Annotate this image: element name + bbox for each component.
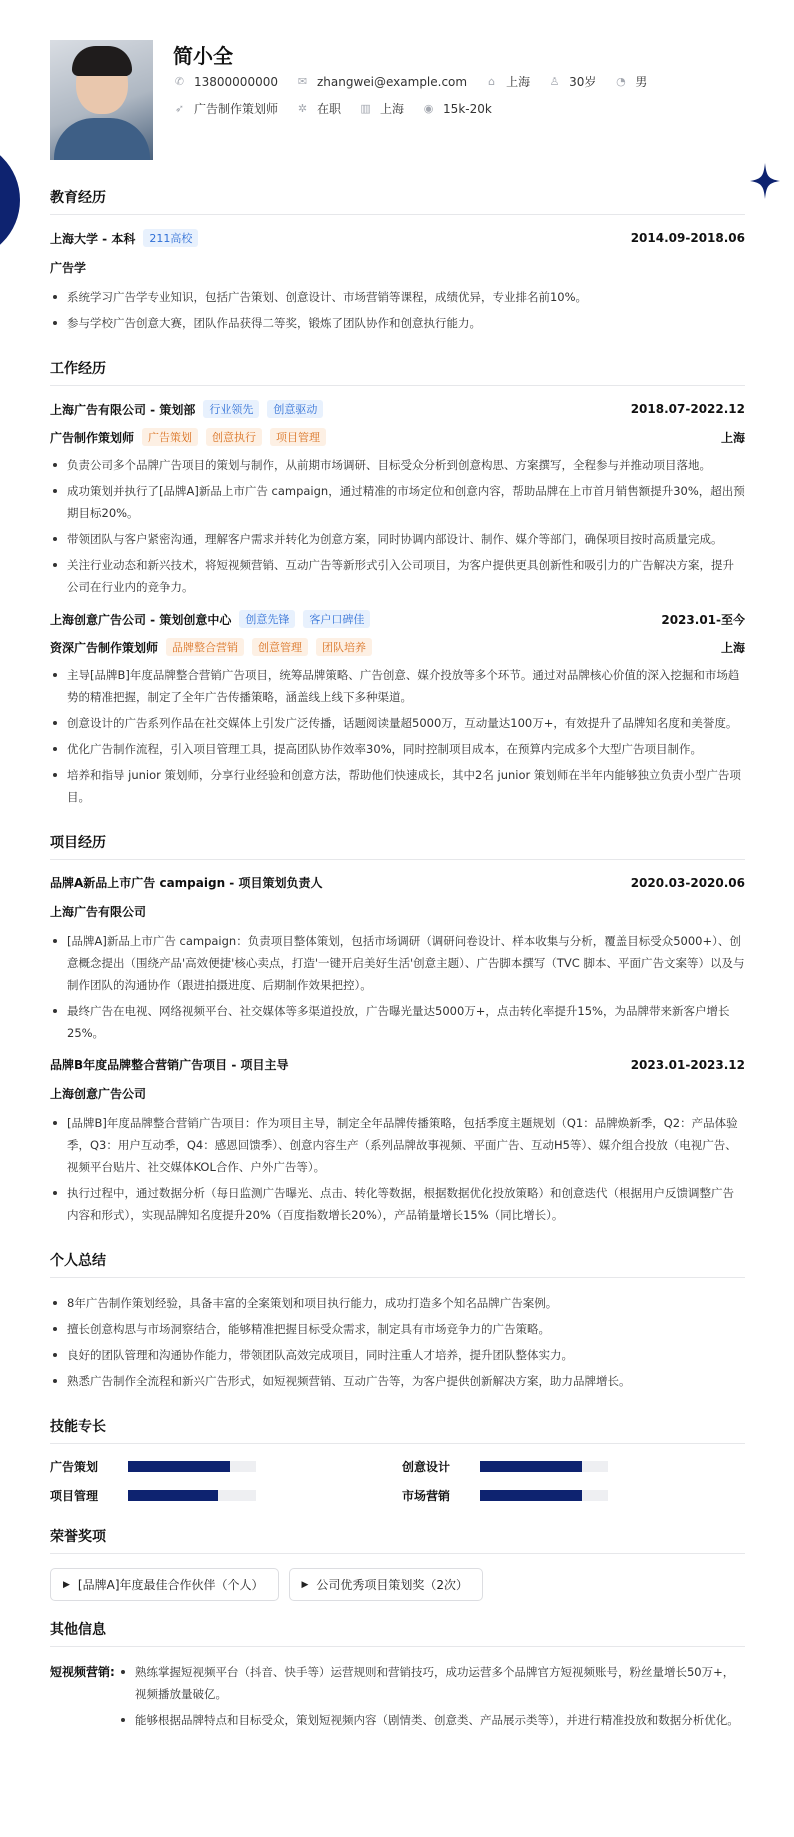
skill-bar-fill (480, 1490, 582, 1501)
role-tag: 广告策划 (142, 428, 198, 446)
triangle-right-icon: ▶ (63, 1579, 70, 1590)
avatar (50, 40, 153, 160)
list-item: 培养和指导 junior 策划师，分享行业经验和创意方法，帮助他们快速成长，其中2名 junior 策划师在半年内能够独立负责小型广告项目。 (50, 764, 745, 808)
project-title: 品牌A新品上市广告 campaign - 项目策划负责人 (50, 876, 323, 890)
list-item: 创意设计的广告系列作品在社交媒体上引发广泛传播，话题阅读量超5000万，互动量达100万+，有效提升了品牌知名度和美誉度。 (50, 712, 745, 734)
building-icon: ▥ (360, 102, 371, 115)
profile-header (50, 0, 745, 175)
skill-bar (128, 1461, 256, 1472)
skill-name: 市场营销 (402, 1489, 451, 1503)
honor-label: 公司优秀项目策划奖（2次） (316, 1578, 469, 1592)
work-location: 上海 (720, 640, 745, 655)
role-tag: 团队培养 (316, 638, 372, 656)
summary-section (50, 1250, 745, 1392)
list-item: 负责公司多个品牌广告项目的策划与制作，从前期市场调研、目标受众分析到创意构思、方案撰写，全程参与并推动项目落地。 (50, 454, 745, 476)
phone: 13800000000 (194, 74, 278, 89)
work-date: 2023.01-至今 (661, 612, 745, 627)
role-tag: 品牌整合营销 (166, 638, 244, 656)
company-tag: 创意先锋 (239, 610, 295, 628)
target-role: 广告制作策划师 (194, 102, 279, 116)
work-entry (50, 400, 745, 598)
honor-item (289, 1568, 484, 1601)
section-title: 项目经历 (50, 832, 745, 860)
age: 30岁 (569, 75, 597, 89)
education-header (50, 229, 745, 247)
skill-item (50, 1487, 402, 1504)
list-item: 优化广告制作流程，引入项目管理工具，提高团队协作效率30%，同时控制项目成本，在预算内完成多个大型广告项目制作。 (50, 738, 745, 760)
major: 广告学 (50, 261, 87, 275)
contact-row (173, 73, 665, 90)
candidate-name: 简小全 (173, 44, 233, 68)
company: 上海广告有限公司 - 策划部 (50, 402, 196, 417)
section-title: 教育经历 (50, 187, 745, 215)
skill-item (50, 1458, 402, 1475)
project-bullets (50, 930, 745, 1044)
summary-bullets (50, 1292, 745, 1392)
project-bullets (50, 1112, 745, 1226)
project-date: 2020.03-2020.06 (630, 875, 745, 890)
target-city: 上海 (380, 102, 405, 116)
skills-grid (50, 1458, 745, 1504)
work-date: 2018.07-2022.12 (630, 402, 745, 416)
work-entry (50, 610, 745, 808)
skills-section (50, 1416, 745, 1504)
skill-name: 项目管理 (50, 1489, 99, 1503)
other-label: 短视频营销: (50, 1665, 115, 1679)
list-item: 能够根据品牌特点和目标受众，策划短视频内容（剧情类、创意类、产品展示类等），并进行精准投放和数据分析优化。 (118, 1709, 745, 1731)
money-icon: ◉ (423, 102, 434, 115)
company-tag: 创意驱动 (267, 400, 323, 418)
other-entry (50, 1661, 745, 1735)
role-tag: 创意管理 (252, 638, 308, 656)
work-header (50, 400, 745, 418)
work-bullets (50, 454, 745, 598)
projects-section (50, 832, 745, 1226)
skill-bar-fill (128, 1461, 230, 1472)
sparkle-icon (750, 163, 780, 199)
skill-bar (480, 1461, 608, 1472)
section-title: 荣誉奖项 (50, 1526, 745, 1554)
project-entry (50, 874, 745, 1044)
project-company: 上海广告有限公司 (50, 905, 147, 919)
work-header (50, 610, 745, 628)
skill-name: 创意设计 (402, 1460, 451, 1474)
education-section (50, 187, 745, 334)
intent-row (173, 100, 510, 117)
gender-icon: ◔ (616, 75, 626, 88)
resume (50, 0, 745, 1735)
skill-item (402, 1458, 745, 1475)
education-bullets (50, 286, 745, 334)
home-icon: ⌂ (488, 75, 496, 88)
skill-name: 广告策划 (50, 1460, 99, 1474)
project-header (50, 874, 745, 891)
list-item: 系统学习广告学专业知识，包括广告策划、创意设计、市场营销等课程，成绩优异，专业排名前10%。 (50, 286, 745, 308)
list-item: [品牌A]新品上市广告 campaign：负责项目整体策划，包括市场调研（调研问卷设计、样本收集与分析，覆盖目标受众5000+）、创意概念提出（围绕产品'高效便捷'核心卖点，打造'一键开启美好生活'创意主题）、广告脚本撰写（TVC 脚本、平面广告文案等）以及与制作团队的沟通协作（跟进拍摄进度、后期制作效果把控）。 (50, 930, 745, 996)
section-title: 其他信息 (50, 1619, 745, 1647)
phone-icon: ✆ (174, 75, 185, 88)
project-header (50, 1056, 745, 1073)
role-tag: 项目管理 (270, 428, 326, 446)
work-bullets (50, 664, 745, 808)
honor-item (50, 1568, 279, 1601)
list-item: 8年广告制作策划经验，具备丰富的全案策划和项目执行能力，成功打造多个知名品牌广告案例。 (50, 1292, 745, 1314)
role-row (50, 428, 745, 446)
role-tag: 创意执行 (206, 428, 262, 446)
section-title: 技能专长 (50, 1416, 745, 1444)
honors-section (50, 1526, 745, 1601)
other-bullets (118, 1661, 745, 1735)
honor-label: [品牌A]年度最佳合作伙伴（个人） (77, 1578, 264, 1592)
role: 资深广告制作策划师 (50, 640, 159, 655)
role: 广告制作策划师 (50, 430, 135, 445)
list-item: 良好的团队管理和沟通协作能力，带领团队高效完成项目，同时注重人才培养，提升团队整体实力。 (50, 1344, 745, 1366)
school: 上海大学 - 本科 (50, 231, 136, 246)
list-item: 主导[品牌B]年度品牌整合营销广告项目，统筹品牌策略、广告创意、媒介投放等多个环节。通过对品牌核心价值的深入挖掘和市场趋势的精准把握，制定了全年广告传播策略，涵盖线上线下多种渠道。 (50, 664, 745, 708)
section-title: 个人总结 (50, 1250, 745, 1278)
list-item: 成功策划并执行了[品牌A]新品上市广告 campaign，通过精准的市场定位和创意内容，帮助品牌在上市首月销售额提升30%，超出预期目标20%。 (50, 480, 745, 524)
email: zhangwei@example.com (316, 74, 468, 89)
company-tag: 行业领先 (203, 400, 259, 418)
school-tag: 211高校 (143, 229, 198, 247)
mail-icon: ✉ (297, 75, 308, 88)
other-section (50, 1619, 745, 1735)
project-date: 2023.01-2023.12 (630, 1057, 745, 1072)
honors-list (50, 1568, 745, 1601)
section-title: 工作经历 (50, 358, 745, 386)
company-tag: 客户口碑佳 (303, 610, 370, 628)
company: 上海创意广告公司 - 策划创意中心 (50, 612, 232, 627)
list-item: 熟悉广告制作全流程和新兴广告形式，如短视频营销、互动广告等，为客户提供创新解决方案，助力品牌增长。 (50, 1370, 745, 1392)
salary: 15k-20k (443, 101, 492, 116)
status: 在职 (317, 102, 342, 116)
list-item: [品牌B]年度品牌整合营销广告项目：作为项目主导，制定全年品牌传播策略，包括季度主题规划（Q1：品牌焕新季，Q2：产品体验季，Q3：用户互动季，Q4：感恩回馈季）、创意内容生产（系列品牌故事视频、平面广告、互动H5等）、媒介组合投放（电视广告、视频平台贴片、社交媒体KOL合作、户外广告等）。 (50, 1112, 745, 1178)
decorative-blob (0, 140, 20, 260)
skill-item (402, 1487, 745, 1504)
list-item: 参与学校广告创意大赛，团队作品获得二等奖，锻炼了团队协作和创意执行能力。 (50, 312, 745, 334)
project-title: 品牌B年度品牌整合营销广告项目 - 项目主导 (50, 1058, 289, 1072)
skill-bar-fill (128, 1490, 218, 1501)
education-date: 2014.09-2018.06 (630, 231, 745, 245)
list-item: 执行过程中，通过数据分析（每日监测广告曝光、点击、转化等数据，根据数据优化投放策略）和创意迭代（根据用户反馈调整广告内容和形式），实现品牌知名度提升20%（百度指数增长20%），产品销量增长15%（同比增长）。 (50, 1182, 745, 1226)
user-icon: ♙ (549, 75, 560, 88)
work-location: 上海 (720, 430, 745, 445)
skill-bar (480, 1490, 608, 1501)
project-company: 上海创意广告公司 (50, 1087, 147, 1101)
list-item: 带领团队与客户紧密沟通，理解客户需求并转化为创意方案，同时协调内部设计、制作、媒介等部门，确保项目按时高质量完成。 (50, 528, 745, 550)
city: 上海 (506, 75, 531, 89)
list-item: 关注行业动态和新兴技术，将短视频营销、互动广告等新形式引入公司项目，为客户提供更具创新性和吸引力的广告解决方案，提升公司在行业内的竞争力。 (50, 554, 745, 598)
list-item: 擅长创意构思与市场洞察结合，能够精准把握目标受众需求，制定具有市场竞争力的广告策略。 (50, 1318, 745, 1340)
skill-bar-fill (480, 1461, 582, 1472)
project-entry (50, 1056, 745, 1226)
list-item: 熟练掌握短视频平台（抖音、快手等）运营规则和营销技巧，成功运营多个品牌官方短视频账号，粉丝量增长50万+，视频播放量破亿。 (118, 1661, 745, 1705)
triangle-right-icon: ▶ (301, 1579, 309, 1590)
role-row (50, 638, 745, 656)
send-icon: ➶ (174, 102, 185, 115)
gender: 男 (635, 75, 648, 89)
work-section (50, 358, 745, 808)
status-icon: ✲ (297, 102, 308, 115)
skill-bar (128, 1490, 256, 1501)
list-item: 最终广告在电视、网络视频平台、社交媒体等多渠道投放，广告曝光量达5000万+，点击转化率提升15%，为品牌带来新客户增长25%。 (50, 1000, 745, 1044)
